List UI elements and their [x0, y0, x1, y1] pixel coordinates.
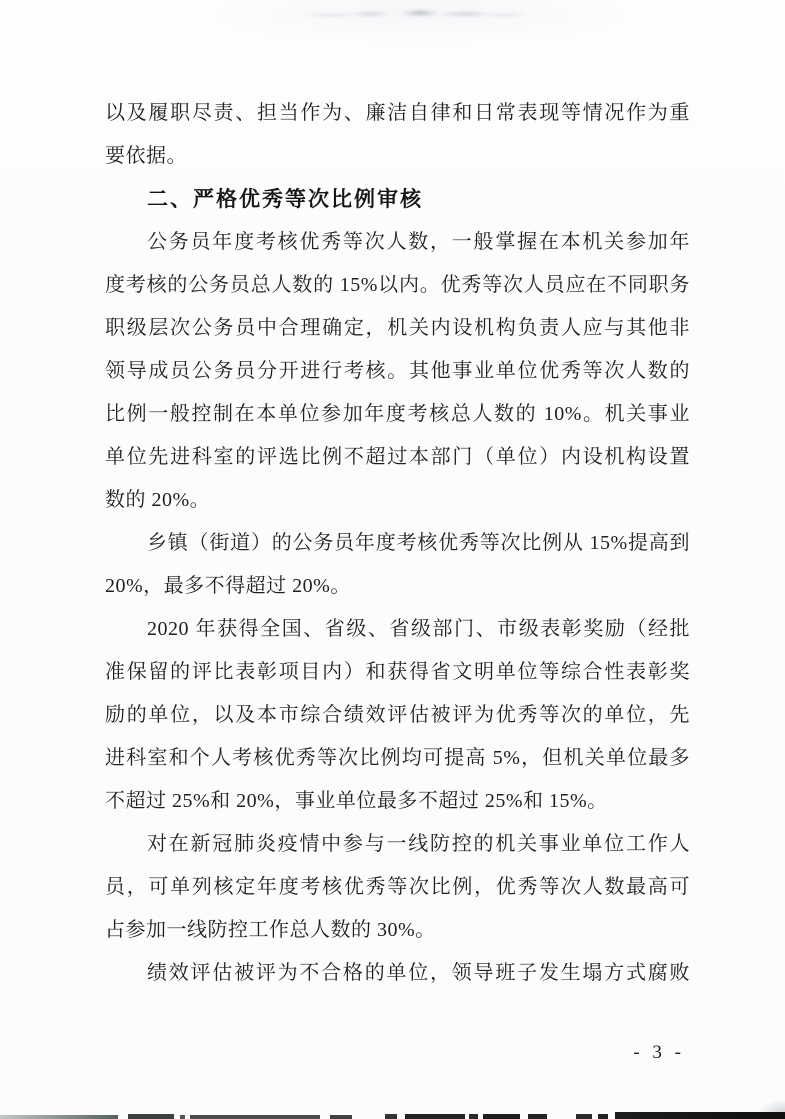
text-line: 乡镇（街道）的公务员年度考核优秀等次比例从 15%提高到 [147, 532, 690, 554]
scan-edge-segment [483, 1114, 520, 1119]
scan-edge-segment [469, 1114, 478, 1119]
text-line: 准保留的评比表彰项目内）和获得省文明单位等综合性表彰奖 [105, 661, 690, 683]
text-line: 要依据。 [105, 145, 187, 167]
scan-edge-segment [330, 1115, 352, 1119]
text-line: 公务员年度考核优秀等次人数，一般掌握在本机关参加年 [147, 231, 690, 253]
text-line: 度考核的公务员总人数的 15%以内。优秀等次人员应在不同职务 [105, 274, 690, 296]
scan-edge-segment [576, 1114, 592, 1119]
text-line: 不超过 25%和 20%，事业单位最多不超过 25%和 15%。 [105, 790, 608, 812]
section-heading: 二、严格优秀等次比例审核 [147, 188, 423, 211]
text-line: 员，可单列核定年度考核优秀等次比例，优秀等次人数最高可 [105, 876, 690, 898]
page-number: - 3 - [633, 1042, 685, 1063]
text-line: 励的单位，以及本市综合绩效评估被评为优秀等次的单位，先 [105, 704, 690, 726]
text-line: 比例一般控制在本单位参加年度考核总人数的 10%。机关事业 [105, 403, 690, 425]
text-line: 进科室和个人考核优秀等次比例均可提高 5%，但机关单位最多 [105, 747, 690, 769]
scan-edge-segment [128, 1114, 174, 1119]
scan-edge-segment [615, 1112, 785, 1119]
text-line: 以及履职尽责、担当作为、廉洁自律和日常表现等情况作为重 [105, 102, 690, 124]
text-line: 单位先进科室的评选比例不超过本部门（单位）内设机构设置 [105, 446, 690, 468]
scan-edge-artifact [0, 1109, 785, 1119]
document-body [105, 92, 690, 995]
scan-edge-segment [385, 1114, 397, 1119]
text-line: 2020 年获得全国、省级、省级部门、市级表彰奖励（经批 [147, 618, 690, 640]
scan-edge-segment [528, 1114, 547, 1119]
scan-bleed-artifact [300, 5, 530, 21]
text-line: 占参加一线防控工作总人数的 30%。 [105, 919, 436, 941]
text-line: 职级层次公务员中合理确定，机关内设机构负责人应与其他非 [105, 317, 690, 339]
scan-edge-segment [598, 1114, 608, 1119]
scan-edge-segment [180, 1115, 185, 1119]
text-line: 绩效评估被评为不合格的单位，领导班子发生塌方式腐败 [147, 962, 690, 984]
scan-edge-segment [405, 1114, 465, 1119]
text-line: 领导成员公务员分开进行考核。其他事业单位优秀等次人数的 [105, 360, 690, 382]
text-line: 对在新冠肺炎疫情中参与一线防控的机关事业单位工作人 [147, 833, 690, 855]
scan-edge-segment [190, 1115, 320, 1119]
text-line: 20%，最多不得超过 20%。 [105, 575, 351, 597]
text-line: 数的 20%。 [105, 489, 211, 511]
scan-edge-segment [0, 1115, 118, 1119]
